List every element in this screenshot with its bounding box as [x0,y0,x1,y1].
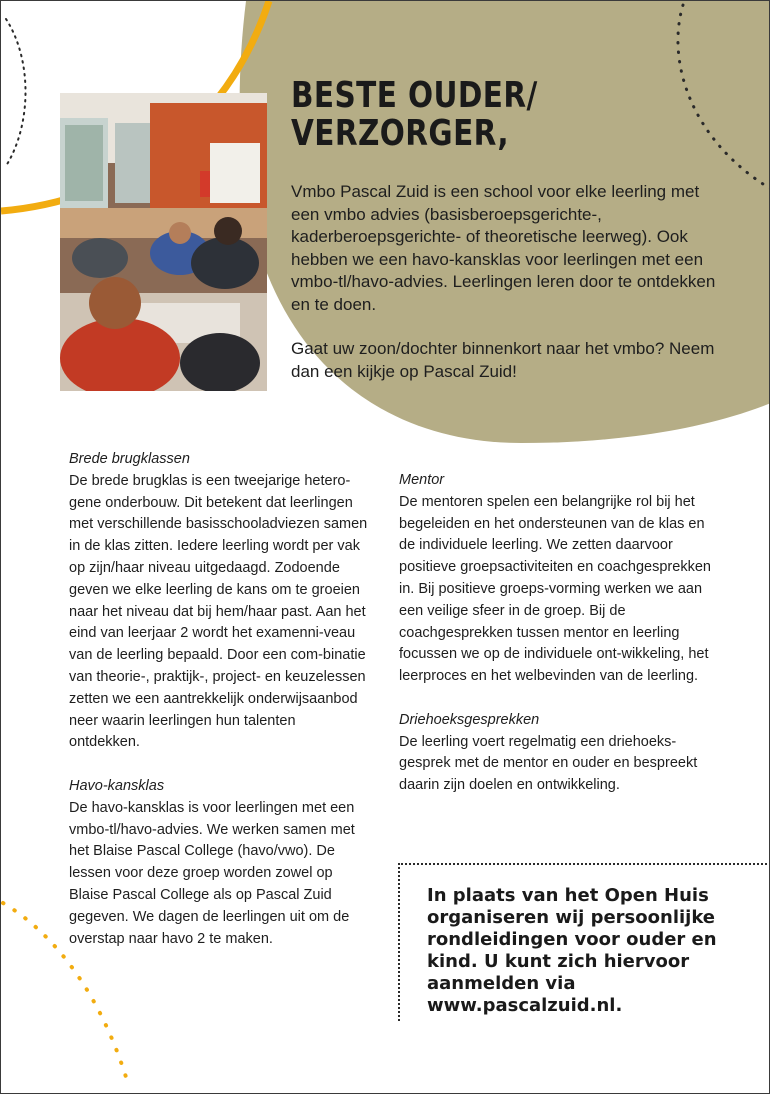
intro-paragraph-2: Gaat uw zoon/dochter binnenkort naar het vmbo? Neem dan een kijkje op Pascal Zuid! [291,339,715,381]
section-body-havo-kansklas: De havo-kansklas is voor leerlingen met een vmbo-tl/havo-advies. We werken samen met het Blaise Pascal College (havo/vwo). De lessen voor deze groep worden zowel op Blaise Pascal College als op Pascal Zuid gegeven. We dagen de leerlingen uit om de overstap naar havo 2 te maken. [69,799,355,947]
open-house-callout [398,863,770,1021]
left-column [69,449,369,950]
intro-text [291,181,721,383]
section-body-driehoeksgesprekken: De leerling voert regelmatig een driehoeks-gesprek met de mentor en ouder en bespreekt daarin zijn doelen en ontwikkeling. [399,733,698,794]
section-spacer [69,754,369,776]
section-spacer [399,688,719,710]
page-title [291,77,538,153]
section-body-brede-brugklassen: De brede brugklas is een tweejarige hetero-gene onderbouw. Dit betekent dat leerlingen met verschillende basisschooladviezen samen in de klas zitten. Iedere leerling wordt per vak op zijn/haar niveau uitgedaagd. Zodoende geven we elke leerling de kans om te groeien naar het niveau dat bij hem/haar past. Aan het eind van leerjaar 2 wordt het examenni-veau van de leerling bepaald. Door een com-binatie van theorie-, praktijk-, project- en keuzelessen zetten we een aantrekkelijk onderwijsaanbod neer waarin leerlingen hun talenten ontdekken. [69,472,368,751]
right-column [399,470,719,797]
page-title-line-2: VERZORGER, [291,113,509,154]
section-body-mentor: De mentoren spelen een belangrijke rol bij het begeleiden en het ondersteunen van de klas en de individuele leerling. We zetten daarvoor positieve groepsactiviteiten en coachgesprekken in. Bij positieve groeps-vorming werken we aan een veilige sfeer in de groep. Bij de coachgesprekken tussen mentor en leerling focussen we op de individuele ont-wikkeling, het leerproces en het welbevinden van de leerling. [399,493,711,685]
section-title-driehoeksgesprekken: Driehoeksgesprekken [399,711,540,728]
section-title-brede-brugklassen: Brede brugklassen [69,451,190,467]
callout-text: In plaats van het Open Huis organiseren wij persoonlijke rondleidingen voor ouder en kind. U kunt zich hiervoor aanmelden via www.pascalzuid.nl. [427,885,717,1016]
dotted-arc-top-left [6,19,26,166]
section-title-havo-kansklas: Havo-kansklas [69,777,165,794]
section-title-mentor: Mentor [399,472,445,488]
page-title-line-1: BESTE OUDER/ [291,75,538,116]
intro-paragraph-1: Vmbo Pascal Zuid is een school voor elke leerling met een vmbo advies (basisberoepsgerichte-, kaderberoepsgerichte- of theoretische leerweg). Ook hebben we een havo-kansklas voor leerlingen met een vmbo-tl/havo-advies. Leerlingen leren door te ontdekken en te doen. [291,182,716,314]
classroom-photo [60,93,267,391]
